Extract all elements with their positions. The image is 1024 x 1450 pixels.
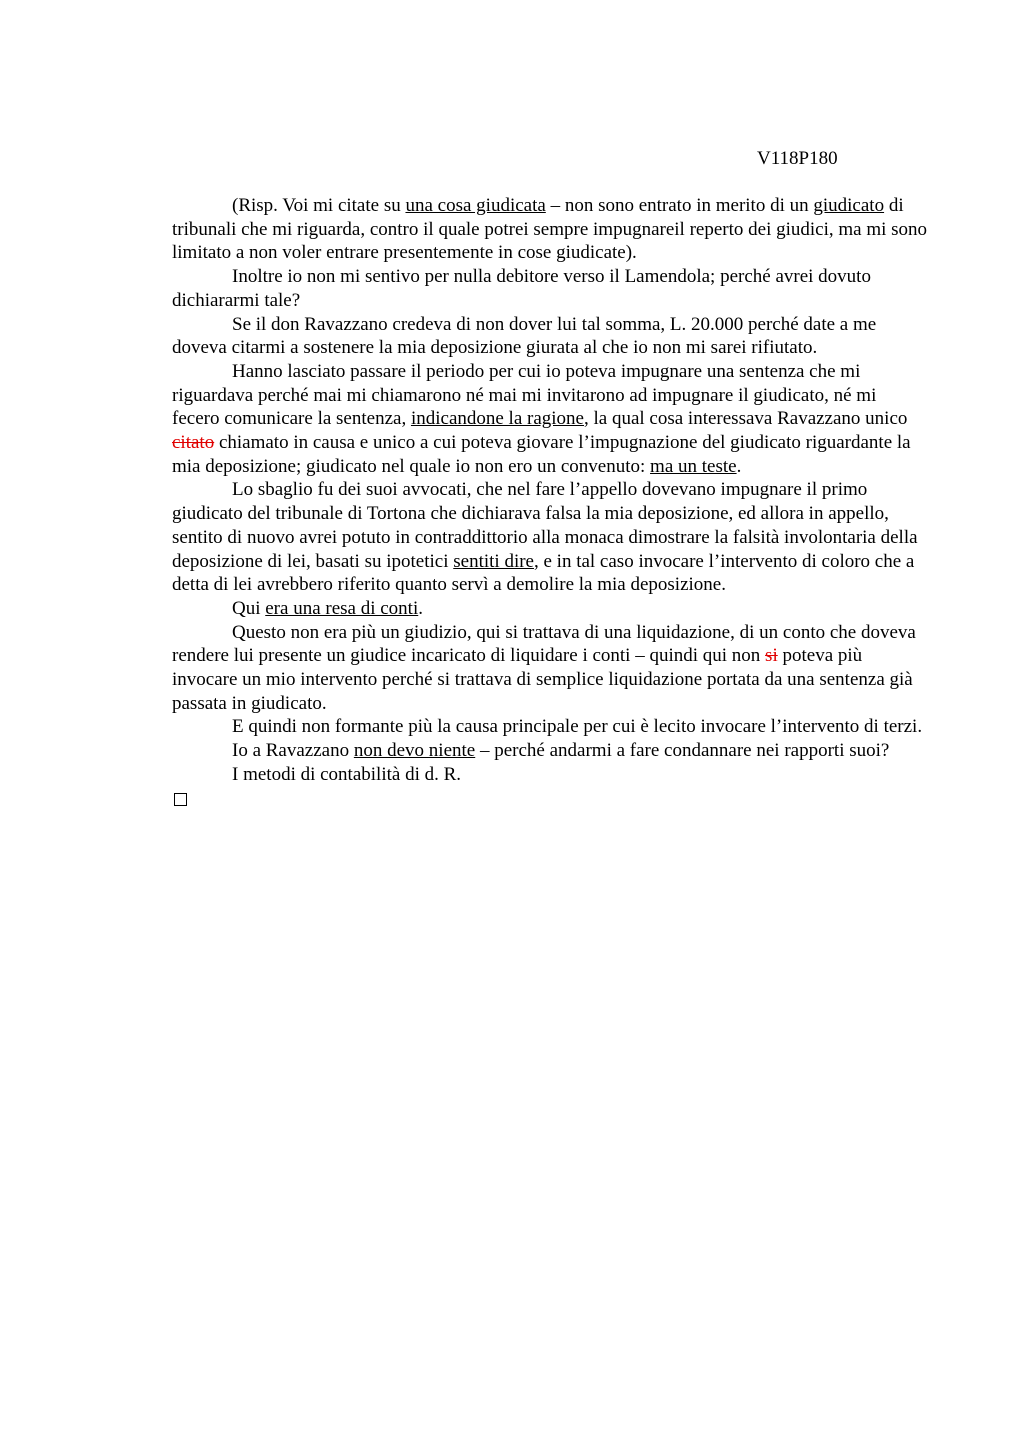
- paragraph: [172, 739, 928, 763]
- text-run: I metodi di contabilità di d. R.: [232, 763, 462, 785]
- underlined-text: non devo niente: [353, 740, 476, 762]
- paragraph: [172, 360, 928, 479]
- underlined-text: sentiti dire: [453, 550, 534, 572]
- paragraph: [172, 313, 928, 360]
- paragraph-list: [172, 194, 928, 787]
- text-run: E quindi non formante più la causa principale per cui è lecito invocare l’intervento di terzi.: [232, 716, 923, 738]
- underlined-text: giudicato: [813, 195, 885, 216]
- paragraph: [172, 763, 928, 787]
- text-run: poteva più invocare un mio intervento perché si trattava di semplice liquidazione portata da una sentenza già passata in giudicato.: [172, 645, 913, 714]
- text-run: (Risp. Voi mi citate su: [232, 195, 406, 216]
- underlined-text: una cosa giudicata: [405, 195, 546, 216]
- document-body: [172, 194, 928, 812]
- paragraph: [172, 715, 928, 739]
- text-run: Lo sbaglio fu dei suoi avvocati, che nel fare l’appello dovevano impugnare il primo giudicato del tribunale di Tortona che dichiarava falsa la mia deposizione, ed allora in appello, sentito di nuovo avrei potuto in contraddittorio alla monaca dimostrare la falsità involontaria della deposizione di lei, basati su ipotetici: [172, 479, 918, 572]
- page-identifier: V118P180: [757, 148, 838, 169]
- text-run: , la qual cosa interessava Ravazzano unico: [584, 408, 908, 430]
- text-run: Qui: [232, 597, 266, 619]
- text-run: Inoltre io non mi sentivo per nulla debitore verso il Lamendola; perché avrei dovuto dichiararmi tale?: [172, 266, 871, 311]
- text-run: Se il don Ravazzano credeva di non dover lui tal somma, L. 20.000 perché date a me doveva citarmi a sostenere la mia deposizione giurata al che io non mi sarei rifiutato.: [172, 313, 877, 359]
- paragraph: [172, 597, 928, 621]
- text-run: Hanno lasciato passare il periodo per cui io poteva impugnare una sentenza che mi riguardava perché mai mi chiamarono né mai mi invitarono ad impugnare il giudicato, né mi fecero comunicare la sentenza,: [172, 360, 877, 430]
- text-run: , e in tal caso invocare l’intervento di coloro che a detta di lei avrebbero riferito quanto servì a demolire la mia deposizione.: [172, 550, 915, 596]
- text-run: – non sono entrato in merito di un: [545, 195, 814, 216]
- underlined-text: era una resa di conti: [265, 597, 419, 619]
- underlined-text: ma un teste: [650, 455, 737, 477]
- paragraph: [172, 265, 928, 312]
- paragraph: [172, 194, 928, 265]
- struck-out-text: si: [765, 645, 778, 667]
- struck-out-text: citato: [172, 432, 215, 454]
- text-run: Io a Ravazzano: [232, 740, 354, 762]
- underlined-text: indicandone la ragione: [410, 408, 584, 430]
- empty-square-icon: [174, 793, 187, 806]
- paragraph: [172, 478, 928, 597]
- text-run: .: [736, 455, 742, 477]
- text-run: .: [418, 597, 423, 619]
- text-run: – perché andarmi a fare condannare nei rapporti suoi?: [475, 740, 890, 762]
- paragraph: [172, 621, 928, 716]
- text-run: di tribunali che mi riguarda, contro il quale potrei sempre impugnareil reperto dei giudici, ma mi sono limitato a non voler entrare presentemente in cose giudicate).: [172, 195, 928, 264]
- text-run: Questo non era più un giudizio, qui si trattava di una liquidazione, di un conto che doveva rendere lui presente un giudice incaricato di liquidare i conti – quindi qui non: [172, 621, 916, 667]
- text-run: chiamato in causa e unico a cui poteva giovare l’impugnazione del giudicato riguardante la mia deposizione; giudicato nel quale io non ero un convenuto:: [172, 432, 911, 477]
